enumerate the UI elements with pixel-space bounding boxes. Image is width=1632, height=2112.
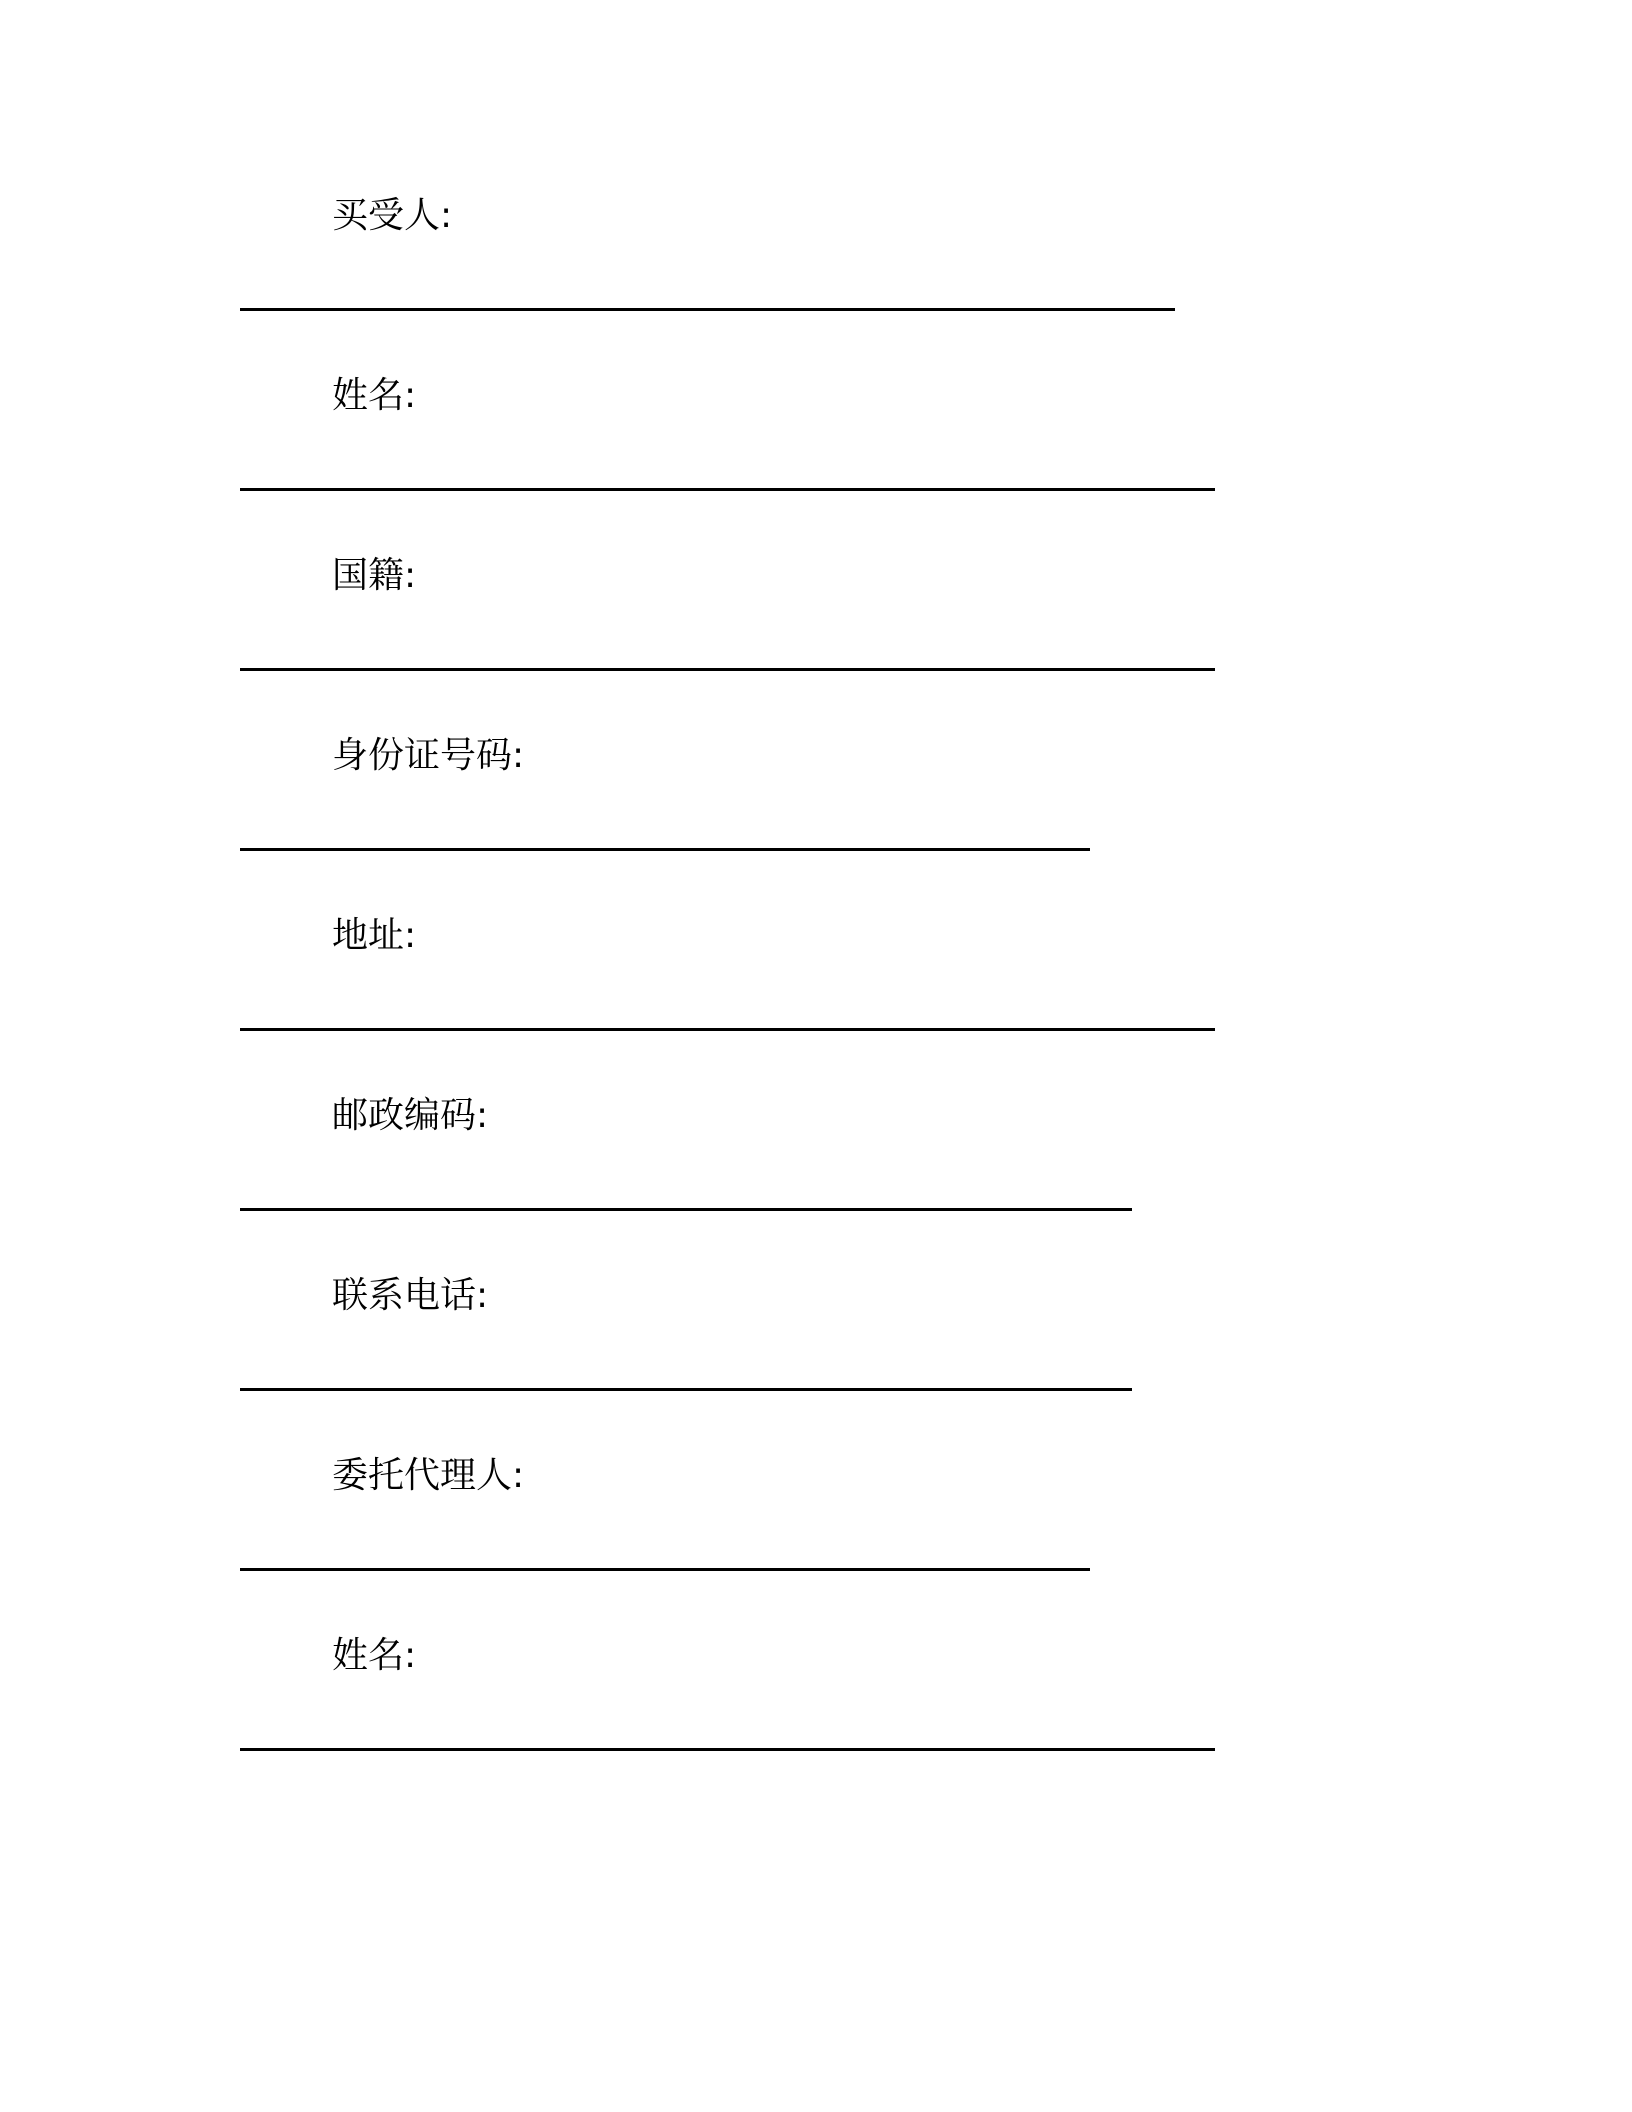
name-field xyxy=(0,375,1632,558)
agent-name-blank-line[interactable] xyxy=(240,1748,1215,1751)
address-label: 地址: xyxy=(332,915,417,956)
postal-code-label: 邮政编码: xyxy=(332,1095,489,1136)
nationality-label: 国籍: xyxy=(332,555,417,596)
buyer-label: 买受人: xyxy=(332,195,453,236)
postal-code-blank-line[interactable] xyxy=(240,1208,1132,1211)
nationality-blank-line[interactable] xyxy=(240,668,1215,671)
phone-label: 联系电话: xyxy=(332,1275,489,1316)
name-blank-line[interactable] xyxy=(240,488,1215,491)
postal-code-field xyxy=(0,1095,1632,1278)
buyer-blank-line[interactable] xyxy=(240,308,1175,311)
agent-label: 委托代理人: xyxy=(332,1455,525,1496)
id-number-label: 身份证号码: xyxy=(332,735,525,776)
name-label: 姓名: xyxy=(332,375,417,416)
address-blank-line[interactable] xyxy=(240,1028,1215,1031)
agent-name-label: 姓名: xyxy=(332,1635,417,1676)
id-number-blank-line[interactable] xyxy=(240,848,1090,851)
nationality-field xyxy=(0,555,1632,738)
phone-field xyxy=(0,1275,1632,1458)
phone-blank-line[interactable] xyxy=(240,1388,1132,1391)
id-number-field xyxy=(0,735,1632,918)
agent-name-field xyxy=(0,1635,1632,1818)
address-field xyxy=(0,915,1632,1098)
agent-field xyxy=(0,1455,1632,1638)
buyer-field xyxy=(0,195,1632,378)
agent-blank-line[interactable] xyxy=(240,1568,1090,1571)
